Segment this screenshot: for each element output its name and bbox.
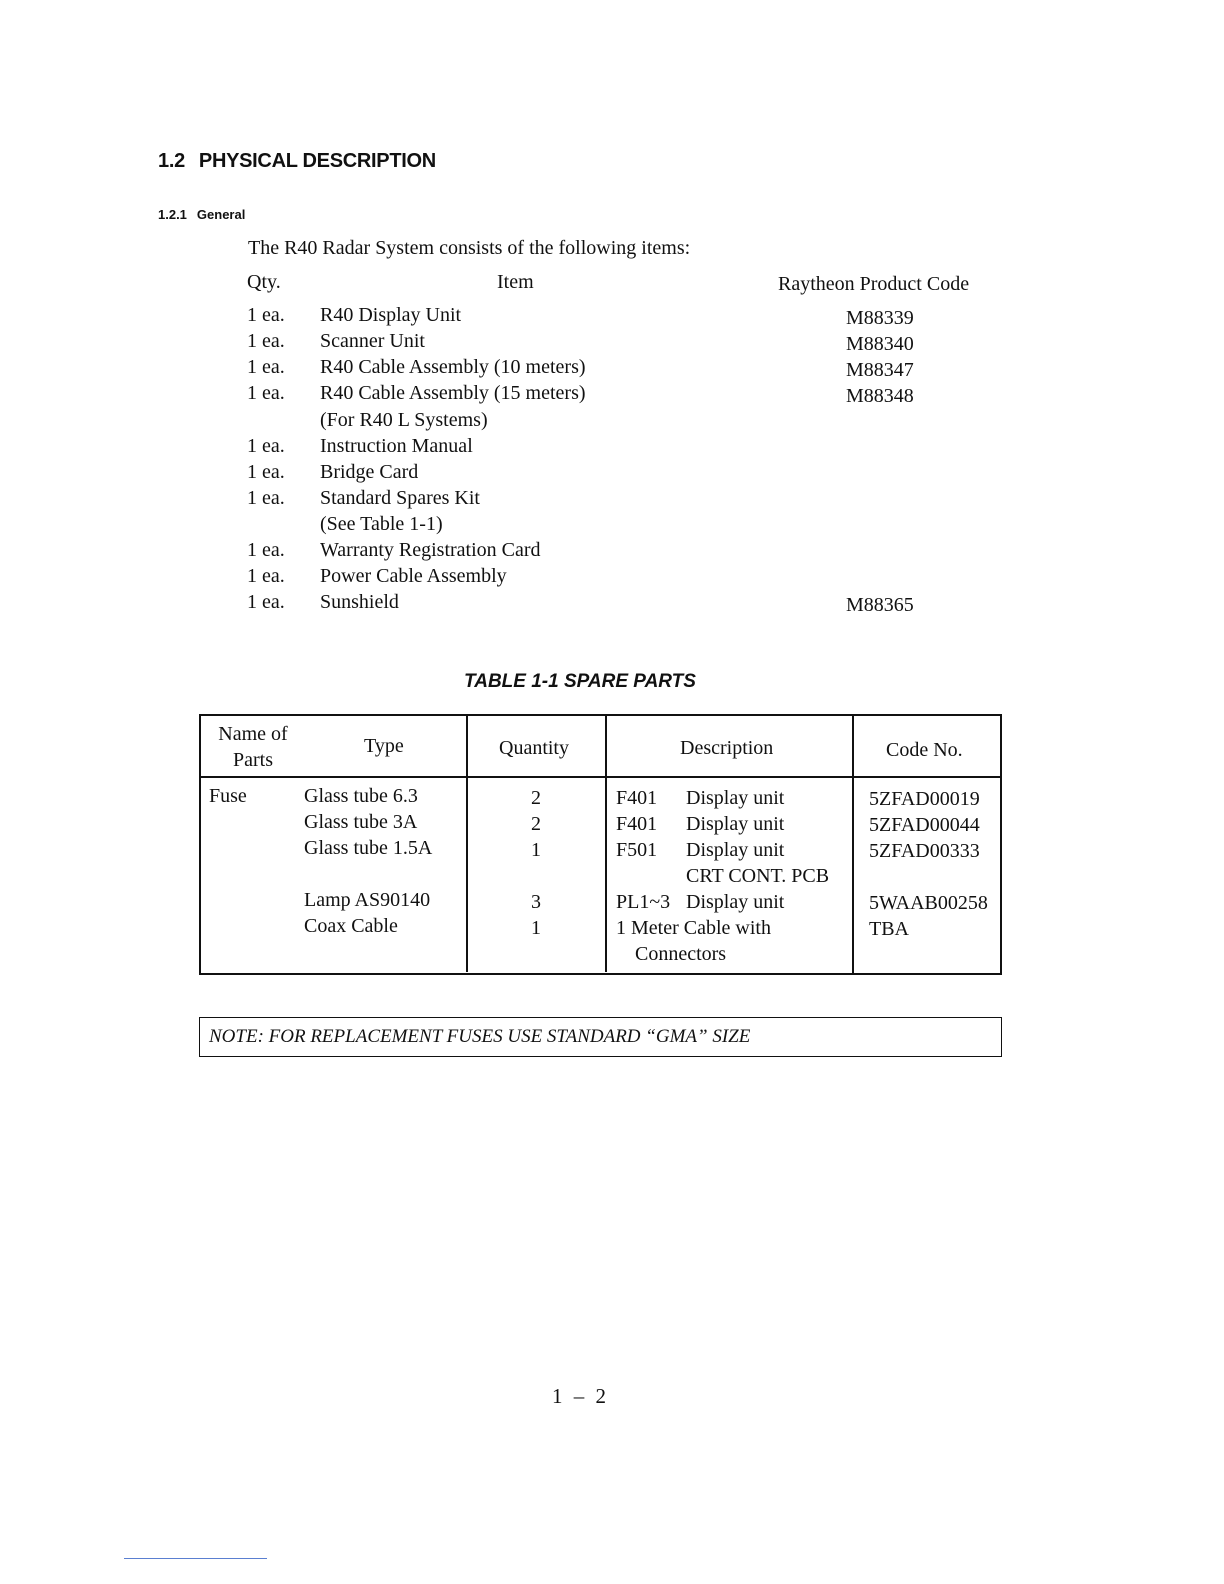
part-type: Coax Cable — [304, 915, 398, 937]
item-code: M88365 — [846, 594, 914, 616]
part-code: 5WAAB00258 — [869, 892, 988, 914]
footer-rule — [124, 1558, 267, 1559]
page-number: 1 – 2 — [552, 1384, 609, 1408]
part-quantity: 3 — [531, 891, 541, 913]
item-name: Scanner Unit — [320, 330, 425, 352]
header-divider — [199, 776, 1002, 778]
header-name-line2: Parts — [233, 749, 273, 771]
header-name-line1: Name of — [218, 723, 288, 745]
item-name: (For R40 L Systems) — [320, 409, 488, 431]
item-name: Power Cable Assembly — [320, 565, 507, 587]
part-desc-text: Connectors — [635, 943, 727, 965]
item-name: Bridge Card — [320, 461, 419, 483]
intro-text: The R40 Radar System consists of the following items: — [248, 237, 691, 259]
subsection-heading — [158, 207, 245, 222]
part-type: Glass tube 1.5A — [304, 837, 433, 859]
item-qty: 1 ea. — [247, 435, 285, 457]
item-code: M88348 — [846, 385, 914, 407]
part-desc-text: Display unit — [686, 839, 785, 861]
item-name: R40 Cable Assembly (15 meters) — [320, 382, 586, 404]
header-quantity: Quantity — [499, 737, 569, 759]
item-qty: 1 ea. — [247, 304, 285, 326]
part-quantity: 1 — [531, 839, 541, 861]
section-title: PHYSICAL DESCRIPTION — [198, 150, 436, 172]
item-qty: 1 ea. — [247, 356, 285, 378]
header-description: Description — [680, 737, 774, 759]
part-name: Fuse — [209, 785, 247, 807]
part-desc-text: CRT CONT. PCB — [686, 865, 830, 887]
part-desc-ref: F401 — [616, 787, 658, 809]
part-type: Glass tube 3A — [304, 811, 418, 833]
part-code: 5ZFAD00044 — [869, 814, 980, 836]
item-qty: 1 ea. — [247, 565, 285, 587]
part-quantity: 2 — [531, 787, 541, 809]
item-name: R40 Display Unit — [320, 304, 462, 326]
part-desc-text: Display unit — [686, 813, 785, 835]
item-qty: 1 ea. — [247, 487, 285, 509]
column-divider — [605, 714, 607, 972]
part-code: 5ZFAD00333 — [869, 840, 980, 862]
item-name: Sunshield — [320, 591, 399, 613]
item-code: M88340 — [846, 333, 914, 355]
part-desc-text: Display unit — [686, 787, 785, 809]
item-qty: 1 ea. — [247, 382, 285, 404]
item-name: (See Table 1-1) — [320, 513, 443, 535]
item-code: M88347 — [846, 359, 914, 381]
item-name: Warranty Registration Card — [320, 539, 541, 561]
part-code: TBA — [869, 918, 909, 940]
items-header-qty: Qty. — [247, 271, 281, 293]
part-desc-ref: PL1~3 — [616, 891, 671, 913]
header-name-of-parts — [205, 721, 301, 773]
part-quantity: 2 — [531, 813, 541, 835]
note-text: NOTE: FOR REPLACEMENT FUSES USE STANDARD “GMA” SIZE — [209, 1026, 751, 1047]
section-number: 1.2 — [158, 150, 185, 172]
item-name: Instruction Manual — [320, 435, 473, 457]
item-qty: 1 ea. — [247, 330, 285, 352]
subsection-number: 1.2.1 — [158, 207, 187, 222]
note-box — [199, 1017, 1002, 1057]
section-heading — [158, 150, 436, 173]
item-name: R40 Cable Assembly (10 meters) — [320, 356, 586, 378]
item-name: Standard Spares Kit — [320, 487, 480, 509]
part-code: 5ZFAD00019 — [869, 788, 980, 810]
part-quantity: 1 — [531, 917, 541, 939]
part-type: Glass tube 6.3 — [304, 785, 418, 807]
header-code-no: Code No. — [886, 739, 963, 761]
header-type: Type — [364, 735, 404, 757]
table-caption: TABLE 1-1 SPARE PARTS — [464, 671, 696, 692]
part-type: Lamp AS90140 — [304, 889, 431, 911]
item-qty: 1 ea. — [247, 591, 285, 613]
item-qty: 1 ea. — [247, 461, 285, 483]
items-header-item: Item — [497, 271, 534, 293]
part-desc-ref: 1 Meter Cable with — [616, 917, 771, 939]
column-divider — [852, 714, 854, 975]
item-qty: 1 ea. — [247, 539, 285, 561]
part-desc-ref: F501 — [616, 839, 658, 861]
part-desc-text: Display unit — [686, 891, 785, 913]
items-header-code: Raytheon Product Code — [778, 273, 970, 295]
item-code: M88339 — [846, 307, 914, 329]
column-divider — [466, 714, 468, 972]
part-desc-ref: F401 — [616, 813, 658, 835]
subsection-title: General — [196, 207, 246, 222]
